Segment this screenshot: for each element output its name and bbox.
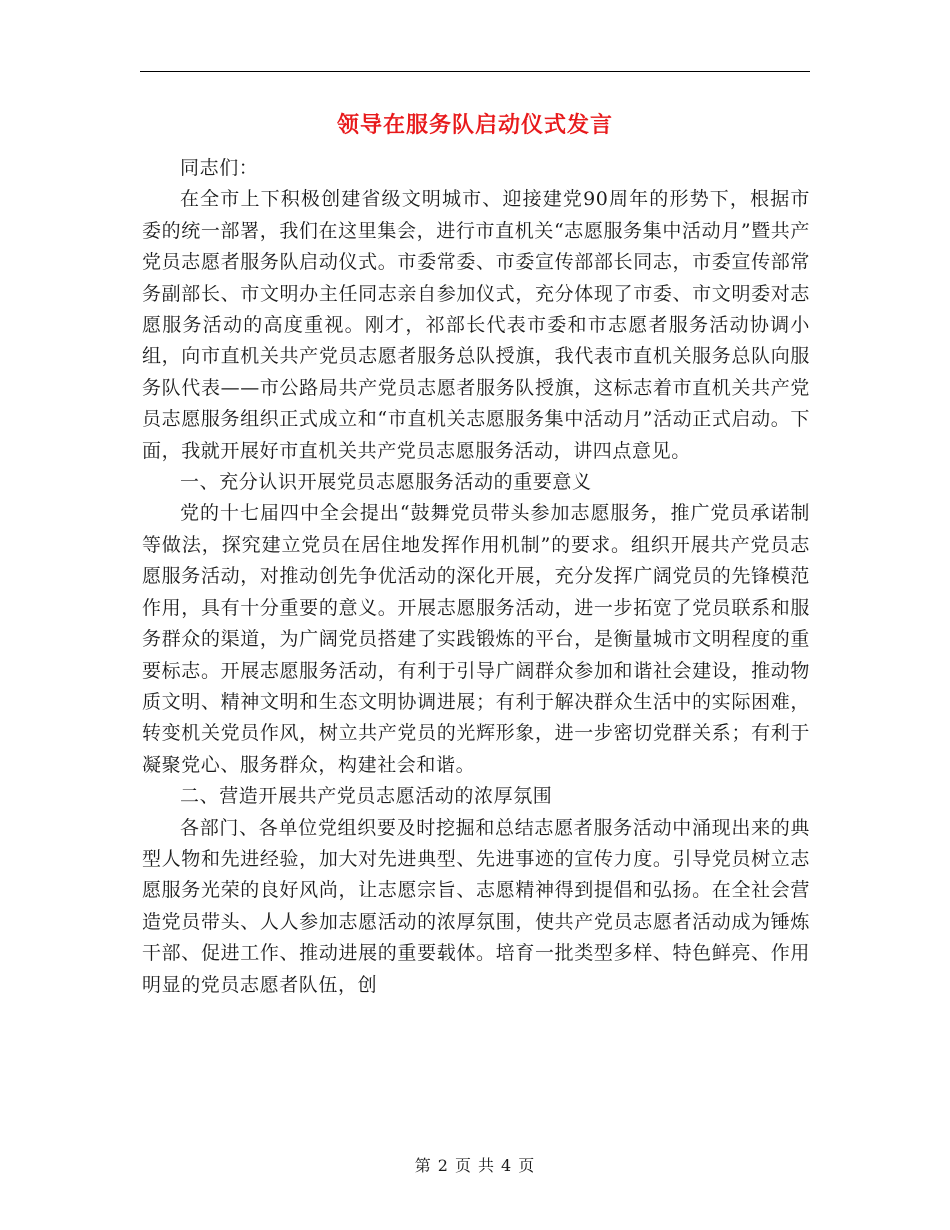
salutation: 同志们： <box>180 157 259 179</box>
paragraph-section-1: 党的十七届四中全会提出“鼓舞党员带头参加志愿服务，推广党员承诺制等做法，探究建立党员在居住地发挥作用机制”的要求。组织开展共产党员志愿服务活动，对推动创先争优活动的深化开展，充分发挥广阔党员的先锋模范作用，具有十分重要的意义。开展志愿服务活动，进一步拓宽了党员联系和服务群众的渠道，为广阔党员搭建了实践锻炼的平台，是衡量城市文明程度的重要标志。开展志愿服务活动，有利于引导广阔群众参加和谐社会建设，推动物质文明、精神文明和生态文明协调进展；有利于解决群众生活中的实际困难，转变机关党员作风，树立共产党员的光辉形象，进一步密切党群关系；有利于凝聚党心、服务群众，构建社会和谐。 <box>142 502 810 776</box>
section-heading-1: 一、充分认识开展党员志愿服务活动的重要意义 <box>180 471 592 494</box>
page-footer <box>0 1153 950 1176</box>
paragraph-intro: 在全市上下积极创建省级文明城市、迎接建党90周年的形势下，根据市委的统一部署，我们在这里集会，进行市直机关“志愿服务集中活动月”暨共产党员志愿者服务队启动仪式。市委常委、市委宣传部部长同志，市委宣传部常务副部长、市文明办主任同志亲自参加仪式，充分体现了市委、市文明委对志愿服务活动的高度重视。刚才，祁部长代表市委和市志愿者服务活动协调小组，向市直机关共产党员志愿者服务总队授旗，我代表市直机关服务总队向服务队代表——市公路局共产党员志愿者服务队授旗，这标志着市直机关共产党员志愿服务组织正式成立和“市直机关志愿服务集中活动月”活动正式启动。下面，我就开展好市直机关共产党员志愿服务活动，讲四点意见。 <box>142 188 810 462</box>
footer-suffix: 页 <box>518 1156 536 1175</box>
header-rule <box>140 71 810 72</box>
section-heading-2: 二、营造开展共产党员志愿活动的浓厚氛围 <box>180 785 553 808</box>
footer-prefix: 第 <box>414 1156 432 1175</box>
footer-page-number: 2 <box>437 1156 449 1175</box>
document-body <box>142 153 810 1001</box>
document-title: 领导在服务队启动仪式发言 <box>336 112 613 138</box>
footer-total-pages: 4 <box>501 1156 513 1175</box>
paragraph-section-2: 各部门、各单位党组织要及时挖掘和总结志愿者服务活动中涌现出来的典型人物和先进经验，加大对先进典型、先进事迹的宣传力度。引导党员树立志愿服务光荣的良好风尚，让志愿宗旨、志愿精神得到提倡和弘扬。在全社会营造党员带头、人人参加志愿活动的浓厚氛围，使共产党员志愿者活动成为锤炼干部、促进工作、推动进展的重要载体。培育一批类型多样、特色鲜亮、作用明显的党员志愿者队伍，创 <box>142 816 810 996</box>
footer-middle: 页 共 <box>454 1156 496 1175</box>
